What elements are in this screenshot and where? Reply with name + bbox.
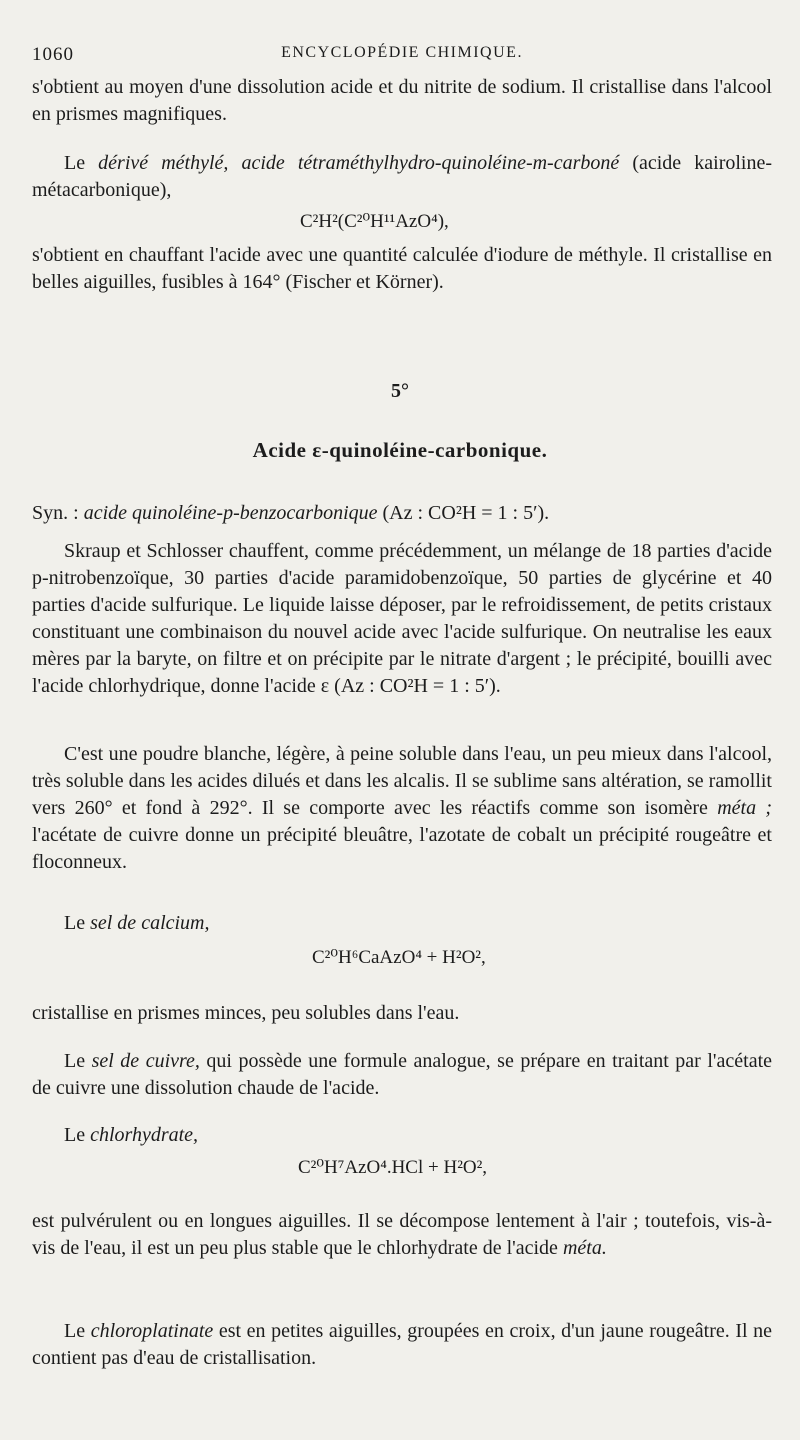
chloroplatinate-lead: Le [64,1320,91,1342]
chloroplatinate-tail: est en petites aiguilles, groupées en croix, d'un jaune rougeâtre. Il ne contient pas d'eau de cristallisation. [32,1320,773,1369]
paragraph-methyl-derivative [32,150,772,204]
paragraph-preparation: Skraup et Schlosser chauffent, comme précédemment, un mélange de 18 parties d'acide p-nitrobenzoïque, 30 parties d'acide paramidobenzoïque, 50 parties de glycérine et 40 parties d'acide sulfurique. Le liquide laisse déposer, par le refroidissement, de petits cristaux constituant une combinaison du nouvel acide avec l'acide sulfurique. On neutralise les eaux mères par la baryte, on filtre et on précipite par le nitrate d'argent ; le précipité, bouilli avec l'acide chlorhydrique, donne l'acide ε (Az : CO²H = 1 : 5′). [32,540,772,697]
chlorhydrate-heading [32,1122,772,1149]
synonym-line [32,500,772,527]
para-tail: (acide kairoline-métacarbonique), [32,152,773,201]
formula-chlorhydrate: C²⁰H⁷AzO⁴.HCl + H²O², [298,1157,488,1178]
compound-name: dérivé méthylé, acide tétraméthylhydro-quinoléine-m-carboné [98,152,620,174]
props-italic: méta ; [717,797,772,819]
copper-name: sel de cuivre, [91,1050,200,1072]
paragraph-methyl-prep: s'obtient en chauffant l'acide avec une quantité calculée d'iodure de méthyle. Il cristallise en belles aiguilles, fusibles à 164° (Fischer et Körner). [32,244,772,293]
formula-methyl: C²H²(C²⁰H¹¹AzO⁴), [300,211,449,232]
page-header [32,44,772,68]
chlorhydrate-name: chlorhydrate, [90,1124,199,1146]
para-lead: Le [64,152,99,174]
page-number: 1060 [32,44,74,65]
section-title: Acide ε-quinoléine-carbonique. [252,438,548,462]
syn-name: acide quinoléine-p-benzocarbonique [83,502,378,524]
calcium-heading [32,910,772,937]
props-lead: C'est une poudre blanche, légère, à peine soluble dans l'eau, un peu mieux dans l'alcool, très soluble dans les acides dilués et dans les alcalis. Il se sublime sans altération, se ramollit vers 260° et fond à 292°. Il se comporte avec les réactifs comme son isomère [32,743,772,819]
copper-tail: qui possède une formule analogue, se prépare en traitant par l'acétate de cuivre une dissolution chaude de l'acide. [32,1050,772,1099]
copper-lead: Le [64,1050,92,1072]
props-tail: l'acétate de cuivre donne un précipité bleuâtre, l'azotate de cobalt un précipité rougeâtre et floconneux. [32,824,772,873]
paragraph-nitrite: s'obtient au moyen d'une dissolution acide et du nitrite de sodium. Il cristallise dans l'alcool en prismes magnifiques. [32,76,772,125]
calcium-name: sel de calcium, [90,912,210,934]
formula-calcium: C²⁰H⁶CaAzO⁴ + H²O², [312,947,486,968]
paragraph-chloroplatinate [32,1318,772,1372]
paragraph-copper-salt [32,1048,772,1102]
running-title: ENCYCLOPÉDIE CHIMIQUE. [281,44,523,61]
syn-tail: (Az : CO²H = 1 : 5′). [377,502,550,524]
section-number: 5° [391,380,409,402]
chlorhydrate-text [32,1208,772,1262]
paragraph-properties [32,741,772,876]
syn-lead: Syn. : [32,502,84,524]
chlorhydrate-text-lead: est pulvérulent ou en longues aiguilles. Il se décompose lentement à l'air ; toutefois, vis-à-vis de l'eau, il est un peu plus stable que le chlorhydrate de l'acide [32,1210,772,1259]
chlorhydrate-text-italic: méta. [562,1237,607,1259]
chloroplatinate-name: chloroplatinate [90,1320,214,1342]
calcium-text: cristallise en prismes minces, peu solubles dans l'eau. [32,1002,460,1024]
chlorhydrate-lead: Le [64,1124,91,1146]
calcium-lead: Le [64,912,91,934]
